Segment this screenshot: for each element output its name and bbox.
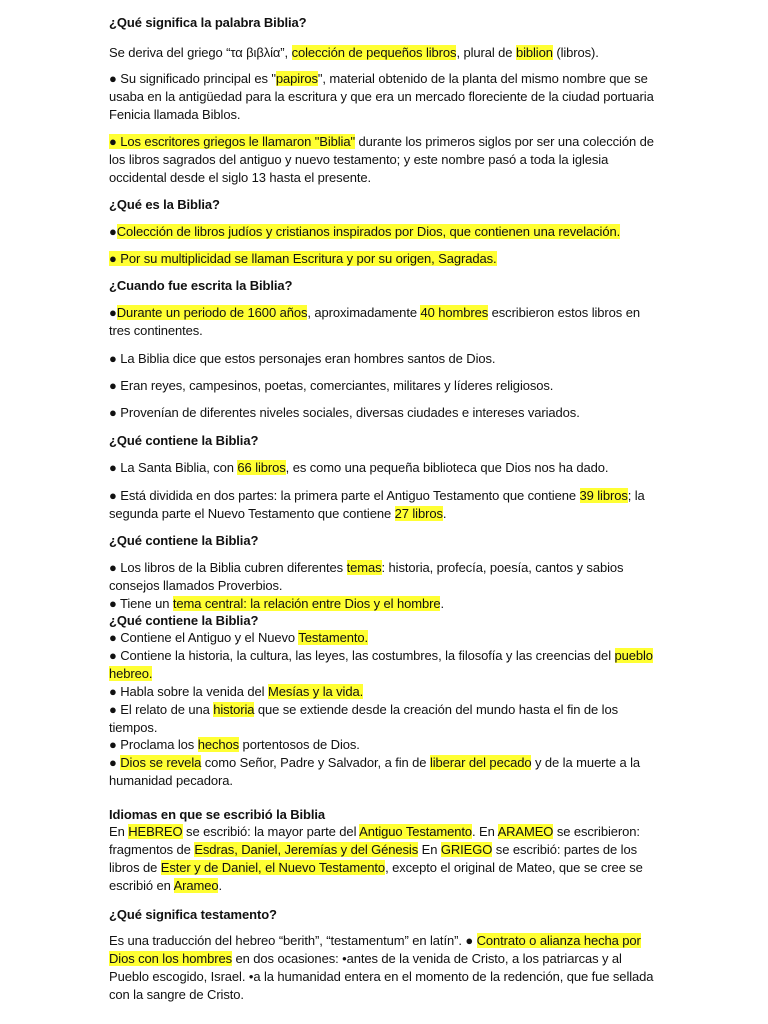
highlighted-text: ● Por su multiplicidad se llaman Escritura y por su origen, Sagradas. [109,251,497,266]
text-run: ¿Qué es la Biblia? [109,197,220,212]
text-run: durante los primeros siglos por ser una colección de los libros sagrados del antiguo y nuevo testamento; y este nombre pasó a toda la iglesia occidental desde el siglo 13 hasta el presente. [109,134,654,185]
text-run: se escribieron: fragmentos de [109,824,640,857]
highlighted-text: Arameo [173,878,219,893]
highlighted-text: 39 libros [579,488,628,503]
highlighted-text: historia [213,702,255,717]
text-run: En [109,824,129,839]
paragraph [109,823,661,895]
highlighted-text: 27 libros [394,506,443,521]
paragraph [109,559,661,595]
highlighted-text: Ester y de Daniel, el Nuevo Testamento [160,860,386,875]
section-heading [109,432,661,450]
text-run: ● [109,224,117,239]
text-run: ● Contiene el Antiguo y el Nuevo [109,630,299,645]
paragraph [109,459,661,477]
text-run: Idiomas en que se escribió la Biblia [109,807,326,822]
text-run: , aproximadamente [307,305,421,320]
highlighted-text: biblion [515,45,553,60]
text-run: ● Tiene un [109,596,173,611]
paragraph [109,629,661,647]
section-heading [109,906,661,924]
text-run: (libros). [552,45,599,60]
highlighted-text: Esdras, Daniel, Jeremías y del Génesis [194,842,419,857]
paragraph [109,683,661,701]
text-run: escribieron estos libros en tres continentes. [109,305,640,338]
paragraph [109,133,661,187]
paragraph [109,377,661,395]
text-run: ; la segunda parte el Nuevo Testamento que contiene [109,488,645,521]
text-run: portentosos de Dios. [239,737,360,752]
text-run: : historia, profecía, poesía, cantos y sabios consejos llamados Proverbios. [109,560,624,593]
text-run: ¿Qué contiene la Biblia? [109,613,259,628]
highlighted-text: Mesías y la vida. [267,684,364,699]
text-run: ● Contiene la historia, la cultura, las leyes, las costumbres, la filosofía y las creencias del [109,648,615,663]
text-run: ¿Qué contiene la Biblia? [109,533,259,548]
highlighted-text: liberar del pecado [429,755,532,770]
highlighted-text: Colección de libros judíos y cristianos inspirados por Dios, que contienen una revelación. [116,224,621,239]
paragraph [109,487,661,523]
paragraph [109,304,661,340]
text-run: ● Está dividida en dos partes: la primera parte el Antiguo Testamento que contiene [109,488,580,503]
text-run: ¿Qué significa la palabra Biblia? [109,15,307,30]
paragraph [109,595,661,613]
text-run: . En [472,824,498,839]
section-heading [109,196,661,214]
text-run: , es como una pequeña biblioteca que Dios nos ha dado. [285,460,609,475]
text-run: como Señor, Padre y Salvador, a fin de [201,755,430,770]
paragraph [109,754,661,790]
highlighted-text: Testamento. [298,630,369,645]
paragraph [109,701,661,737]
paragraph [109,223,661,241]
highlighted-text: hechos [197,737,240,752]
text-run: , excepto el original de Mateo, que se cree se escribió en [109,860,643,893]
text-run: , plural de [456,45,516,60]
section-heading [109,806,661,824]
highlighted-text: Contrato o alianza hecha por Dios con los hombres [109,933,641,966]
highlighted-text: Dios se revela [120,755,202,770]
highlighted-text: Durante un periodo de 1600 años [116,305,308,320]
highlighted-text: tema central: la relación entre Dios y el hombre [172,596,441,611]
paragraph [109,250,661,268]
highlighted-text: colección de pequeños libros [291,45,457,60]
text-run: y de la muerte a la humanidad pecadora. [109,755,641,788]
text-run: ● La Santa Biblia, con [109,460,238,475]
text-run: ● Los libros de la Biblia cubren diferentes [109,560,347,575]
paragraph [109,932,661,1004]
text-run: ● Habla sobre la venida del [109,684,268,699]
highlighted-text: GRIEGO [440,842,493,857]
text-run: Es una traducción del hebreo “berith”, “testamentum” en latín”. ● [109,933,477,948]
text-run: Se deriva del griego “τα βιβλία”, [109,45,292,60]
highlighted-text: HEBREO [128,824,183,839]
paragraph [109,736,661,754]
section-heading [109,277,661,295]
text-run: ● [109,755,121,770]
section-heading [109,612,661,630]
text-run: ● Su significado principal es " [109,71,276,86]
text-run: ● El relato de una [109,702,214,717]
paragraph [109,647,661,683]
highlighted-text: papiros [275,71,318,86]
highlighted-text: Antiguo Testamento [359,824,473,839]
paragraph [109,350,661,368]
text-run: ", material obtenido de la planta del mismo nombre que se usaba en la antigüedad para la escritura y que era un mercado floreciente de la ciudad portuaria Fenicia llamada Biblos. [109,71,654,122]
text-run: ● [109,305,117,320]
text-run: ¿Qué significa testamento? [109,907,277,922]
paragraph [109,404,661,422]
highlighted-text: temas [346,560,382,575]
section-heading [109,14,661,32]
text-run: ¿Cuando fue escrita la Biblia? [109,278,293,293]
text-run: se escribió: partes de los libros de [109,842,637,875]
paragraph [109,70,661,124]
text-run: . [440,596,444,611]
text-run: . [218,878,222,893]
text-run: . [442,506,447,521]
highlighted-text: ARAMEO [497,824,554,839]
text-run: en dos ocasiones: •antes de la venida de Cristo, a los patriarcas y al Pueblo escogido, Israel. •a la humanidad entera en el momento de la redención, que fue sellada con la sangre de Cristo. [109,951,654,1002]
highlighted-text: 40 hombres [420,305,489,320]
text-run: ● La Biblia dice que estos personajes eran hombres santos de Dios. [109,351,496,366]
highlighted-text: ● Los escritores griegos le llamaron "Biblia" [109,134,355,149]
highlighted-text: pueblo hebreo. [109,648,653,681]
text-run: ● Provenían de diferentes niveles sociales, diversas ciudades e intereses variados. [109,405,580,420]
text-run: ● Eran reyes, campesinos, poetas, comerciantes, militares y líderes religiosos. [109,378,554,393]
text-run: En [418,842,441,857]
highlighted-text: 66 libros [237,460,286,475]
section-heading [109,532,661,550]
text-run: ¿Qué contiene la Biblia? [109,433,259,448]
text-run: que se extiende desde la creación del mundo hasta el fin de los tiempos. [109,702,618,735]
text-run: ● Proclama los [109,737,198,752]
paragraph [109,44,661,62]
text-run: se escribió: la mayor parte del [182,824,360,839]
